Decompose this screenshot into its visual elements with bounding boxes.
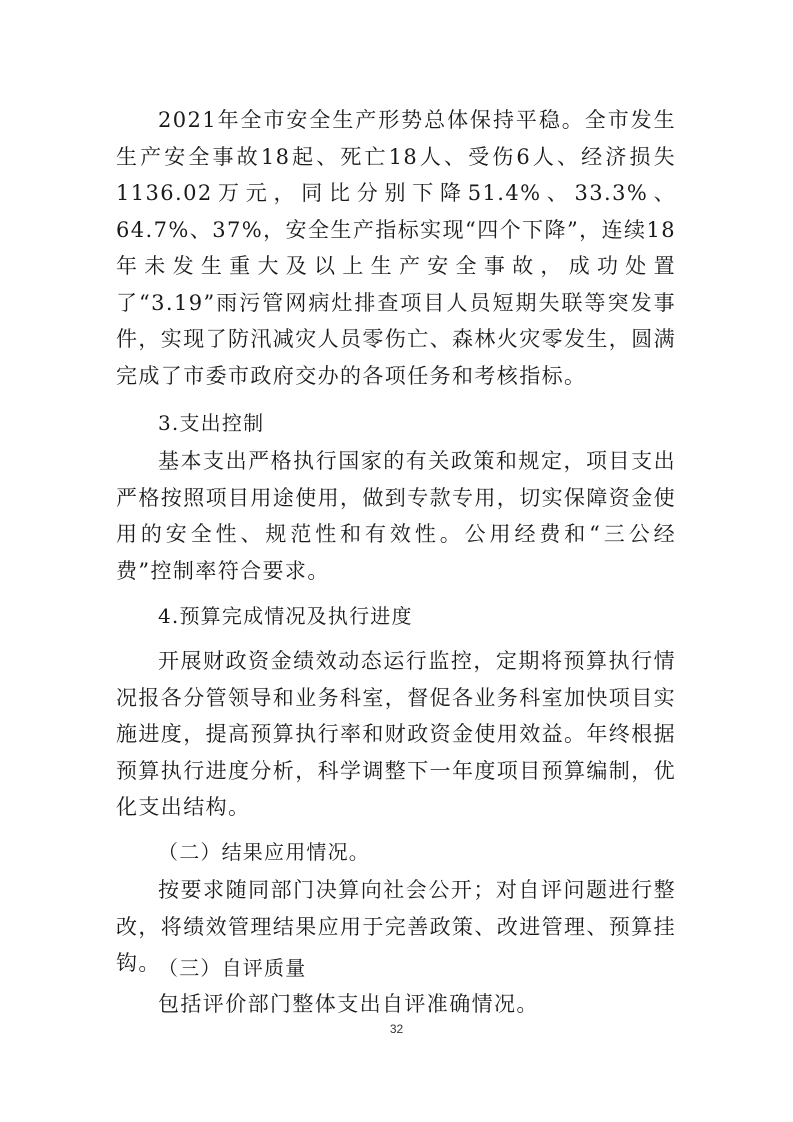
heading-expenditure-control: 3.支出控制 xyxy=(158,411,265,435)
page-number: 32 xyxy=(389,1022,404,1036)
paragraph-result-application: 按要求随同部门决算向社会公开；对自评问题进行整改，将绩效管理结果应用于完善政策、改进管理、预算挂钩。 xyxy=(116,878,676,975)
heading-self-evaluation-quality: （三）自评质量 xyxy=(158,956,307,980)
heading-budget-completion: 4.预算完成情况及执行进度 xyxy=(158,604,413,628)
heading-result-application: （二）结果应用情况。 xyxy=(158,840,370,864)
paragraph-self-evaluation-quality: 包括评价部门整体支出自评准确情况。 xyxy=(158,992,539,1016)
paragraph-expenditure-control: 基本支出严格执行国家的有关政策和规定，项目支出严格按照项目用途使用，做到专款专用，切实保障资金使用的安全性、规范性和有效性。公用经费和“三公经费”控制率符合要求。 xyxy=(116,449,676,583)
paragraph-budget-completion: 开展财政资金绩效动态运行监控，定期将预算执行情况报各分管领导和业务科室，督促各业务科室加快项目实施进度，提高预算执行率和财政资金使用效益。年终根据预算执行进度分析，科学调整下一年度项目预算编制，优化支出结构。 xyxy=(116,649,676,819)
paragraph-safety-summary: 2021年全市安全生产形势总体保持平稳。全市发生生产安全事故18起、死亡18人、受伤6人、经济损失1136.02万元，同比分别下降51.4%、33.3%、64.7%、37%，安全生产指标实现“四个下降”，连续18年未发生重大及以上生产安全事故，成功处置了“3.19”雨污管网病灶排查项目人员短期失联等突发事件，实现了防汛减灾人员零伤亡、森林火灾零发生，圆满完成了市委市政府交办的各项任务和考核指标。 xyxy=(116,108,676,388)
